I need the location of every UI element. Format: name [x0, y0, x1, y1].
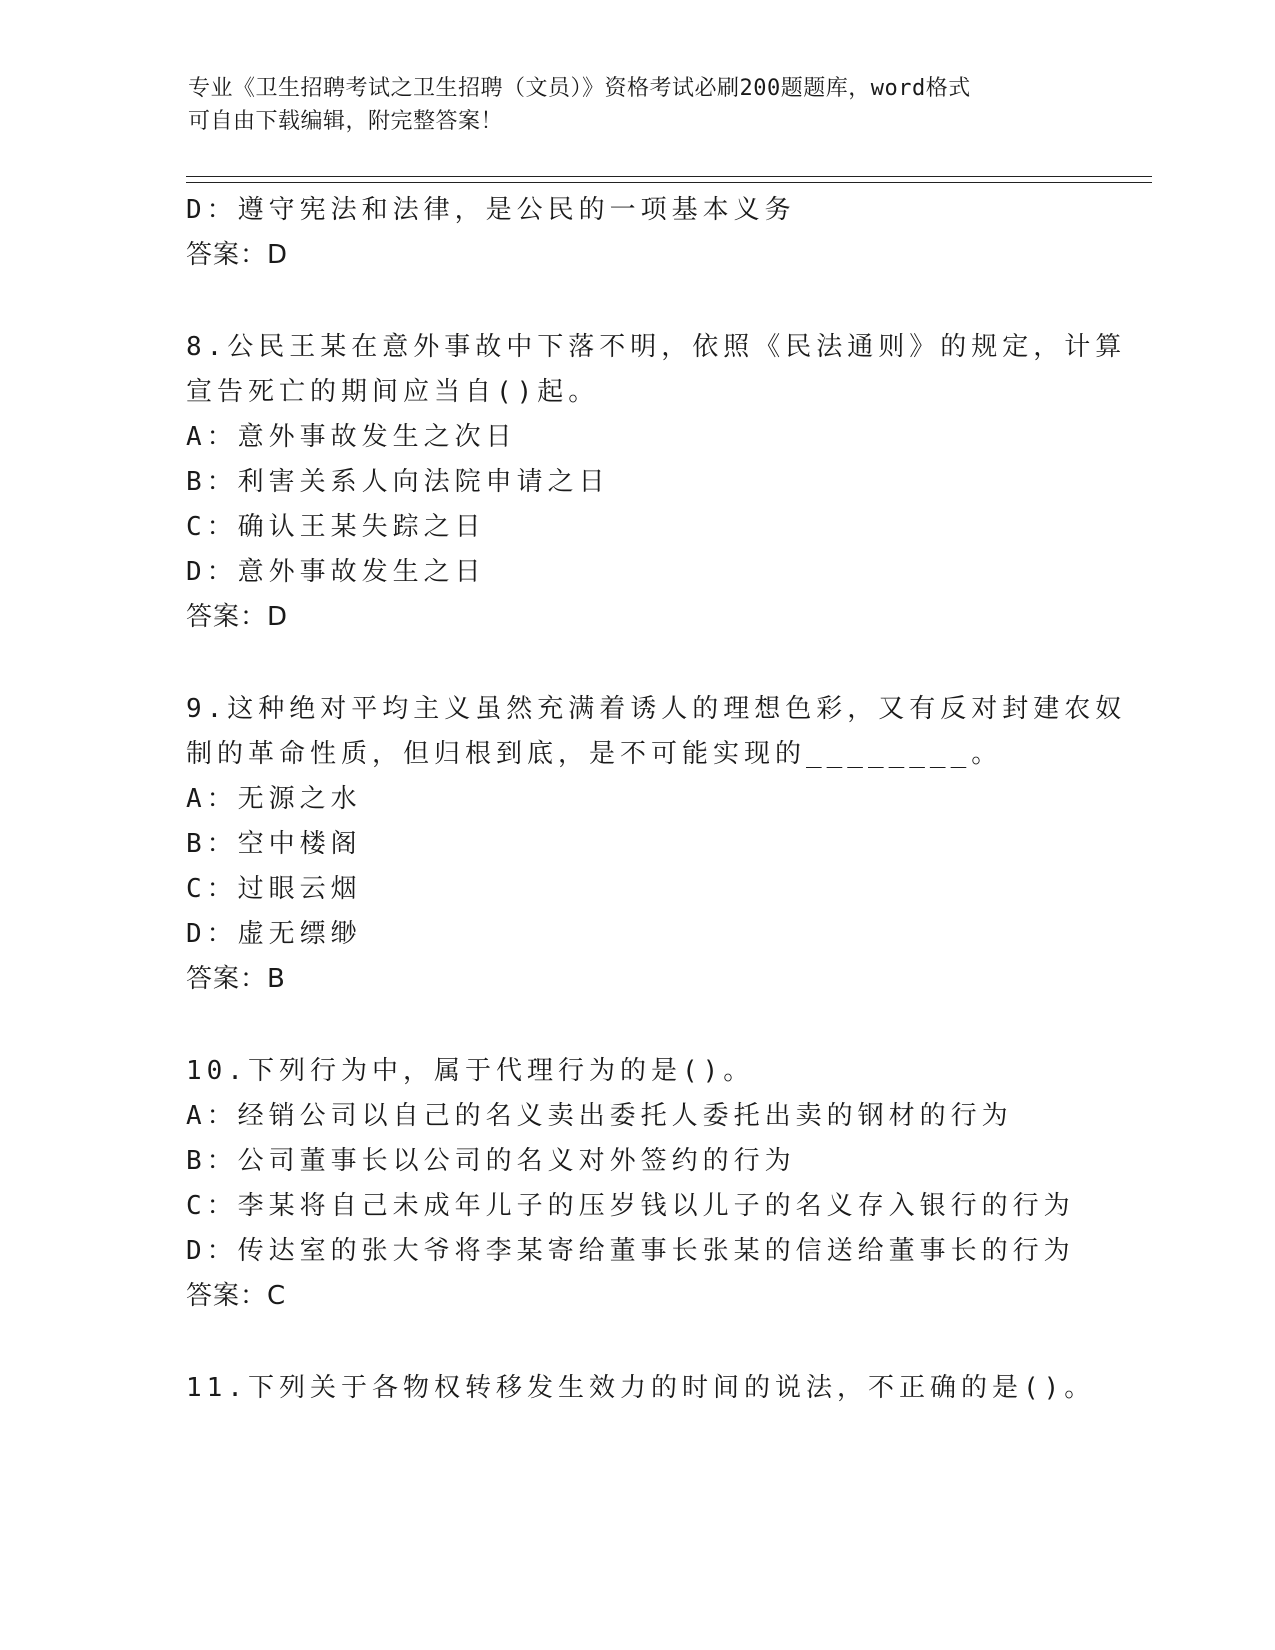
option-d: D：虚无缥缈 — [186, 919, 362, 949]
question-8 — [186, 325, 1127, 640]
option-b: B：利害关系人向法院申请之日 — [186, 467, 610, 497]
option-a: A：无源之水 — [186, 784, 362, 814]
answer: 答案：D — [186, 602, 289, 632]
option-c: C：确认王某失踪之日 — [186, 512, 486, 542]
header-line-1: 专业《卫生招聘考试之卫生招聘（文员）》资格考试必刷200题题库，word格式 — [188, 76, 971, 101]
question-stem-line: 11.下列关于各物权转移发生效力的时间的说法，不正确的是()。 — [186, 1373, 1096, 1403]
answer: 答案：B — [186, 964, 286, 994]
header-line-2: 可自由下载编辑，附完整答案！ — [188, 109, 504, 134]
carryover-block — [186, 188, 1106, 278]
option-a: A：经销公司以自己的名义卖出委托人委托出卖的钢材的行为 — [186, 1101, 1013, 1131]
question-10 — [186, 1049, 1106, 1319]
question-stem-line: 9.这种绝对平均主义虽然充满着诱人的理想色彩，又有反对封建农奴 — [186, 694, 1127, 724]
option-b: B：空中楼阁 — [186, 829, 362, 859]
header-rule-top — [186, 176, 1152, 177]
question-11 — [186, 1366, 1106, 1411]
answer: 答案：C — [186, 1281, 287, 1311]
option-d: D：传达室的张大爷将李某寄给董事长张某的信送给董事长的行为 — [186, 1236, 1075, 1266]
question-9 — [186, 687, 1127, 1002]
option-d: D：遵守宪法和法律，是公民的一项基本义务 — [186, 195, 796, 225]
option-c: C：过眼云烟 — [186, 874, 362, 904]
option-d: D：意外事故发生之日 — [186, 557, 486, 587]
document-body — [186, 188, 1127, 1411]
answer: 答案：D — [186, 240, 289, 270]
question-stem-line: 8.公民王某在意外事故中下落不明，依照《民法通则》的规定，计算 — [186, 332, 1127, 362]
option-b: B：公司董事长以公司的名义对外签约的行为 — [186, 1146, 796, 1176]
document-header — [188, 72, 1088, 138]
option-c: C：李某将自己未成年儿子的压岁钱以儿子的名义存入银行的行为 — [186, 1191, 1075, 1221]
option-a: A：意外事故发生之次日 — [186, 422, 517, 452]
header-rule-bottom — [186, 182, 1152, 183]
question-stem-line: 宣告死亡的期间应当自()起。 — [186, 377, 600, 407]
question-stem-line: 制的革命性质，但归根到底，是不可能实现的________。 — [186, 739, 1003, 769]
question-stem-line: 10.下列行为中，属于代理行为的是()。 — [186, 1056, 755, 1086]
